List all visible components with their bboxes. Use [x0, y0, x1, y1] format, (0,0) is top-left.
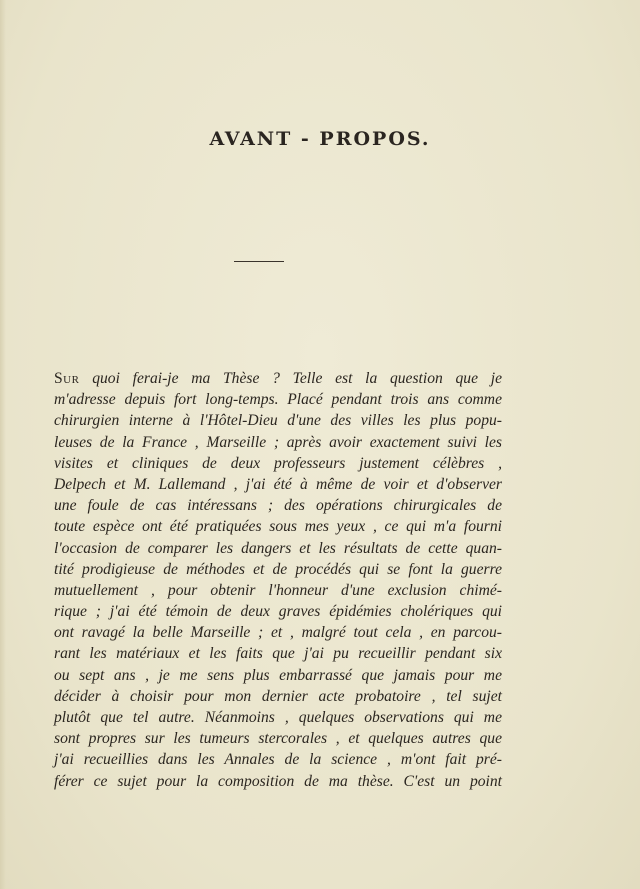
text-line: m'adresse depuis fort long-temps. Placé pendant trois ans comme [54, 391, 502, 409]
text-line: l'occasion de comparer les dangers et les résultats de cette quan- [54, 539, 502, 557]
text-line: leuses de la France , Marseille ; après avoir exactement suivi les [54, 433, 502, 451]
text-line-1 [54, 368, 502, 389]
text-line: férer ce sujet pour la composition de ma thèse. C'est un point [54, 772, 502, 790]
page-title: AVANT - PROPOS. [209, 128, 431, 150]
text-line: ou sept ans , je me sens plus embarrassé que jamais pour me [54, 666, 502, 684]
text-line: tité prodigieuse de méthodes et de procédés qui se font la guerre [54, 560, 502, 578]
first-line-text: quoi ferai-je ma Thèse ? Telle est la question que je [92, 370, 502, 387]
title-divider [234, 261, 284, 262]
text-line: une foule de cas intéressans ; des opérations chirurgicales de [54, 497, 502, 515]
text-line: chirurgien interne à l'Hôtel-Dieu d'une des villes les plus popu- [54, 412, 502, 430]
text-line: Delpech et M. Lallemand , j'ai été à même de voir et d'observer [54, 475, 502, 493]
text-line: décider à choisir pour mon dernier acte probatoire , tel sujet [54, 687, 502, 705]
body-paragraph [54, 368, 502, 792]
text-line: rant les matériaux et les faits que j'ai pu recueillir pendant six [54, 645, 502, 663]
text-line: plutôt que tel autre. Néanmoins , quelques observations qui me [54, 709, 502, 726]
text-line: ont ravagé la belle Marseille ; et , malgré tout cela , en parcou- [54, 624, 502, 642]
text-line: visites et cliniques de deux professeurs justement célèbres , [54, 454, 502, 472]
text-line: rique ; j'ai été témoin de deux graves épidémies cholériques qui [54, 603, 502, 621]
opening-word: Sur [54, 370, 80, 387]
text-line: j'ai recueillies dans les Annales de la science , m'ont fait pré- [54, 751, 502, 769]
text-line: mutuellement , pour obtenir l'honneur d'une exclusion chimé- [54, 581, 502, 599]
text-line: toute espèce ont été pratiquées sous mes yeux , ce qui m'a fourni [54, 518, 502, 536]
text-line: sont propres sur les tumeurs stercorales , et quelques autres que [54, 730, 502, 748]
